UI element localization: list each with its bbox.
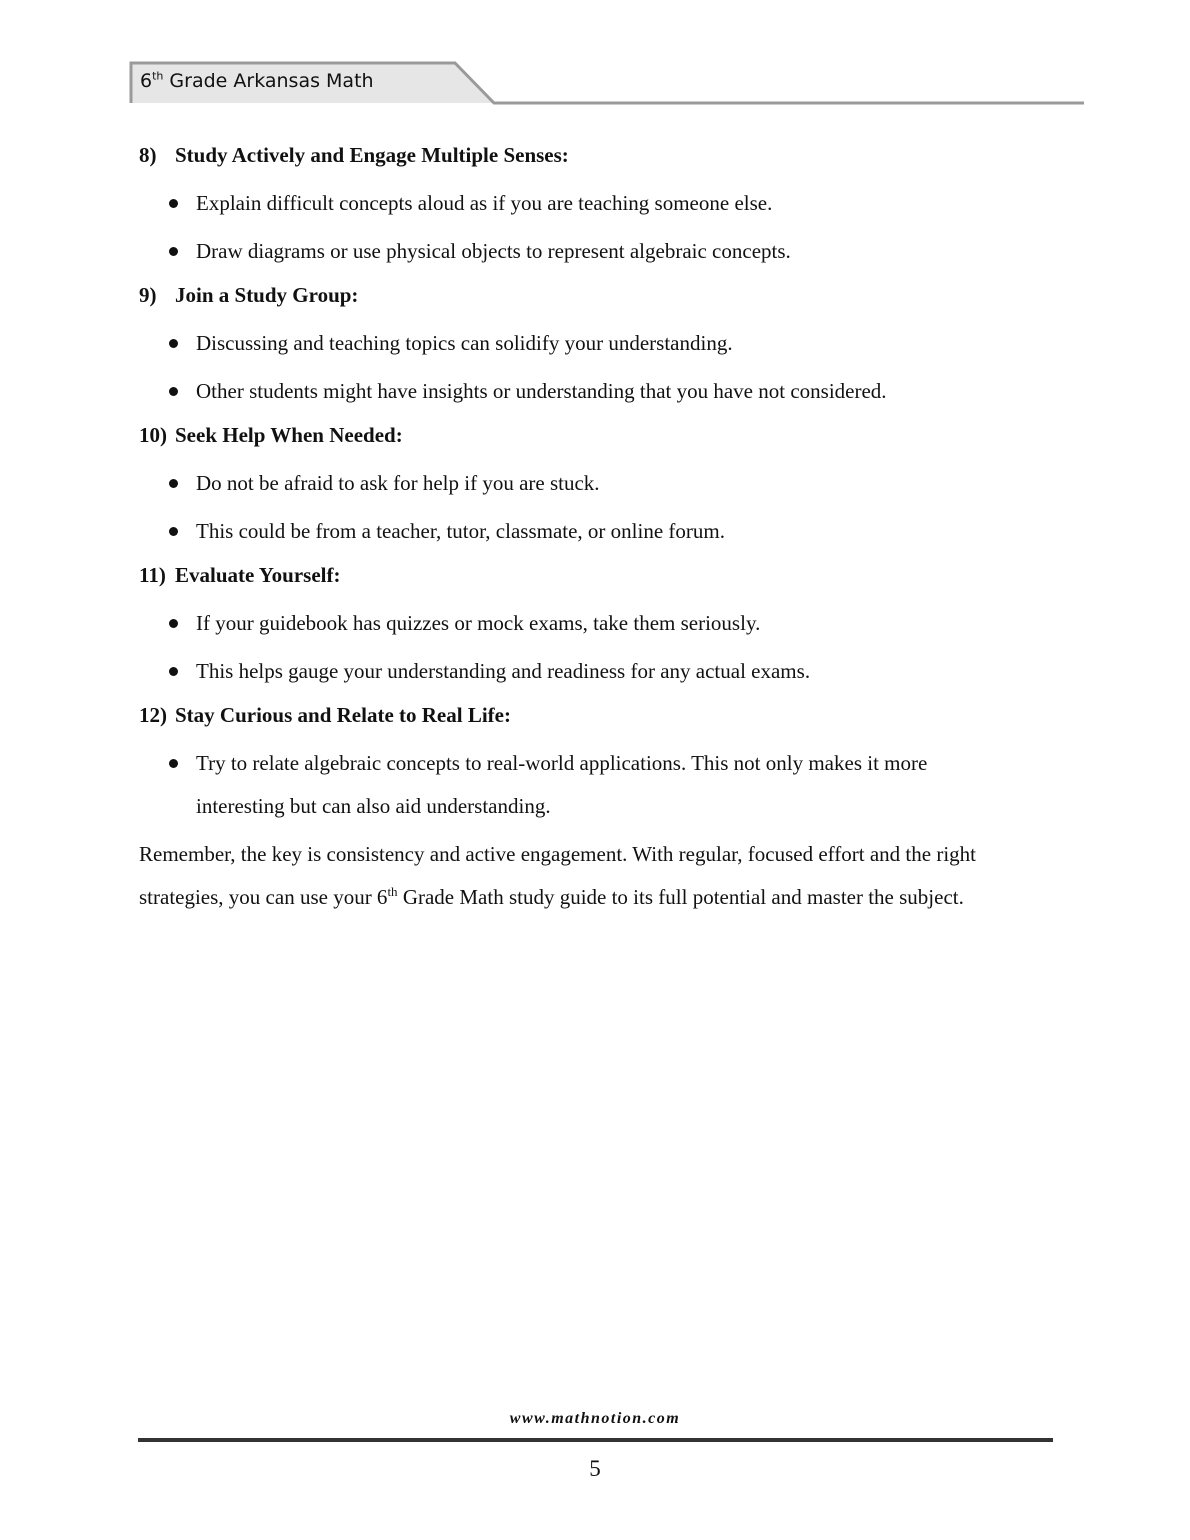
list-item: Explain difficult concepts aloud as if you are teaching someone else. — [139, 182, 1039, 225]
bullet-icon — [169, 339, 178, 348]
section-title: 12) Stay Curious and Relate to Real Life: — [139, 703, 511, 727]
list-item: Try to relate algebraic concepts to real-world applications. This not only makes it more interesting but can also aid understanding. — [139, 742, 1019, 828]
section-9 — [139, 278, 1039, 413]
list-item: This could be from a teacher, tutor, classmate, or online forum. — [139, 510, 1039, 553]
section-8 — [139, 138, 1039, 273]
bullet-icon — [169, 759, 178, 768]
closing-paragraph: Remember, the key is consistency and active engagement. With regular, focused effort and the right strategies, you can use your 6th Grade Math study guide to its full potential and master the subject. — [139, 842, 976, 909]
section-10 — [139, 418, 1039, 553]
footer-url: www.mathnotion.com — [509, 1410, 681, 1427]
list-item: Draw diagrams or use physical objects to represent algebraic concepts. — [139, 230, 1039, 273]
list-item: Other students might have insights or understanding that you have not considered. — [139, 370, 1039, 413]
section-title: 9) Join a Study Group: — [139, 283, 359, 307]
bullet-icon — [169, 199, 178, 208]
bullet-icon — [169, 667, 178, 676]
header-tab-shape — [0, 0, 1190, 110]
header-title: 6th Grade Arkansas Math — [140, 69, 374, 92]
bullet-icon — [169, 527, 178, 536]
section-title: 11) Evaluate Yourself: — [139, 563, 341, 587]
bullet-icon — [169, 387, 178, 396]
list-item: Discussing and teaching topics can solidify your understanding. — [139, 322, 1039, 365]
section-title: 8) Study Actively and Engage Multiple Senses: — [139, 143, 569, 167]
list-item: Do not be afraid to ask for help if you are stuck. — [139, 462, 1039, 505]
list-item: If your guidebook has quizzes or mock exams, take them seriously. — [139, 602, 1039, 645]
section-12 — [139, 698, 1039, 828]
section-title: 10) Seek Help When Needed: — [139, 423, 403, 447]
page-number: 5 — [589, 1456, 601, 1481]
footer-divider — [138, 1438, 1053, 1442]
list-item: This helps gauge your understanding and readiness for any actual exams. — [139, 650, 1039, 693]
bullet-icon — [169, 479, 178, 488]
bullet-icon — [169, 247, 178, 256]
section-11 — [139, 558, 1039, 693]
bullet-icon — [169, 619, 178, 628]
page-header — [0, 0, 1190, 110]
page-content — [139, 138, 1039, 919]
